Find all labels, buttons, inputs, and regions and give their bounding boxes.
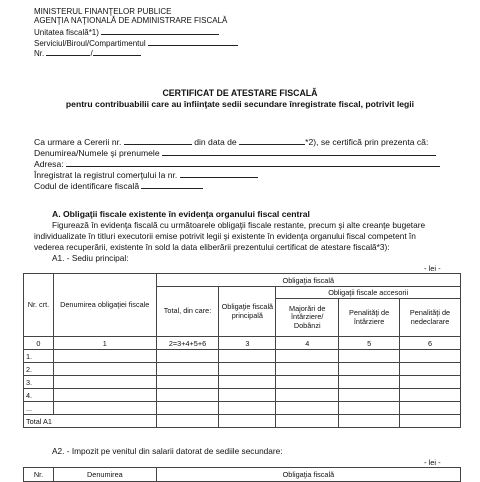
section-a-paragraph-line2: individualizate în titluri executorii emise potrivit legii şi existente în evidenţa organului fiscal competent în: [34, 231, 416, 241]
header-majorari: Majorări de întârziere/ Dobânzi: [276, 299, 339, 337]
address-field-line[interactable]: [66, 158, 440, 167]
row-number: 1.: [24, 350, 54, 363]
table-cell[interactable]: [53, 363, 156, 376]
total-label: Total A1: [24, 415, 157, 428]
registration-number-field: [34, 47, 141, 59]
header-obligatia-fiscala-a2: Obligaţia fiscală: [156, 468, 460, 482]
header-denumirea: Denumirea: [53, 468, 156, 482]
table-cell[interactable]: [156, 402, 219, 415]
header-obligatia-fiscala: Obligaţia fiscală: [156, 274, 460, 287]
header-nr-crt: Nr. crt.: [24, 274, 54, 337]
total-row: [24, 415, 461, 428]
fiscal-code-field-line[interactable]: [141, 180, 203, 189]
service-line[interactable]: [148, 37, 238, 46]
section-a-title: A. Obligaţii fiscale existente în evidenţa organului fiscal central: [52, 209, 310, 219]
nr-label: Nr.: [34, 49, 45, 58]
table-cell[interactable]: [156, 363, 219, 376]
currency-note-a1: - lei -: [424, 264, 441, 273]
table-cell[interactable]: [400, 350, 461, 363]
agency-name: AGENŢIA NAŢIONALĂ DE ADMINISTRARE FISCALĂ: [34, 16, 228, 25]
table-row: [24, 350, 461, 363]
fiscal-code-line: [34, 180, 203, 191]
index-cell: 6: [400, 337, 461, 350]
request-suffix: *2), se certifică prin prezenta că:: [305, 137, 429, 147]
table-cell[interactable]: [53, 389, 156, 402]
fiscal-code-label: Codul de identificare fiscală: [34, 181, 140, 191]
header-nr: Nr.: [24, 468, 54, 482]
index-cell: 2=3+4+5+6: [156, 337, 219, 350]
table-cell[interactable]: [156, 350, 219, 363]
table-row: [24, 376, 461, 389]
subsection-a1-label: A1. - Sediu principal:: [52, 253, 129, 263]
table-row: [24, 402, 461, 415]
table-cell[interactable]: [276, 376, 339, 389]
request-date-line[interactable]: [239, 136, 305, 145]
fiscal-unit-label: Unitatea fiscală*1): [34, 28, 99, 37]
table-cell[interactable]: [400, 415, 461, 428]
index-cell: 0: [24, 337, 54, 350]
registry-line: [34, 169, 258, 180]
table-row: [24, 389, 461, 402]
nr-separator: /: [90, 49, 93, 58]
row-number: 2.: [24, 363, 54, 376]
table-cell[interactable]: [219, 402, 276, 415]
table-cell[interactable]: [339, 363, 400, 376]
nr-line-2[interactable]: [93, 47, 141, 56]
table-cell[interactable]: [276, 350, 339, 363]
section-a-paragraph-line1: Figurează în evidenţa fiscală cu următoarele obligaţii fiscale restante, precum şi alte creanţe bugetare: [52, 220, 426, 230]
table-cell[interactable]: [156, 376, 219, 389]
name-label: Denumirea/Numele şi prenumele: [34, 148, 160, 158]
fiscal-unit-line[interactable]: [101, 26, 219, 35]
table-cell[interactable]: [53, 350, 156, 363]
table-cell[interactable]: [339, 402, 400, 415]
row-number: 4.: [24, 389, 54, 402]
document-title: CERTIFICAT DE ATESTARE FISCALĂ: [162, 88, 318, 98]
table-cell[interactable]: [276, 402, 339, 415]
request-prefix: Ca urmare a Cererii nr.: [34, 137, 122, 147]
address-line: [34, 158, 440, 169]
currency-note-a2: - lei -: [424, 458, 441, 467]
table-cell[interactable]: [219, 389, 276, 402]
row-number: 3.: [24, 376, 54, 389]
index-cell: 4: [276, 337, 339, 350]
nr-line-1[interactable]: [46, 47, 93, 58]
registry-label: Înregistrat la registrul comerţului la nr.: [34, 170, 178, 180]
table-cell[interactable]: [219, 376, 276, 389]
table-cell[interactable]: [400, 389, 461, 402]
document-subtitle: pentru contribuabilii care au înfiinţate sedii secundare înregistrate fiscal, potrivit legii: [65, 99, 415, 109]
header-accesorii: Obligaţii fiscale accesorii: [276, 287, 461, 299]
table-cell[interactable]: [400, 402, 461, 415]
index-row: [24, 337, 461, 350]
table-cell[interactable]: [339, 376, 400, 389]
request-number-line[interactable]: [124, 136, 192, 145]
table-cell[interactable]: [156, 415, 219, 428]
index-cell: 3: [219, 337, 276, 350]
table-cell[interactable]: [219, 363, 276, 376]
table-cell[interactable]: [339, 389, 400, 402]
name-field-line[interactable]: [162, 147, 436, 156]
table-cell[interactable]: [339, 350, 400, 363]
address-label: Adresa:: [34, 159, 64, 169]
table-a1: [23, 273, 461, 428]
table-cell[interactable]: [219, 415, 276, 428]
registry-field-line[interactable]: [180, 169, 258, 178]
fiscal-unit-field: [34, 26, 219, 38]
header-principala: Obligaţie fiscală principală: [219, 287, 276, 337]
service-label: Serviciul/Biroul/Compartimentul: [34, 39, 146, 48]
table-cell[interactable]: [156, 389, 219, 402]
table-cell[interactable]: [400, 363, 461, 376]
table-cell[interactable]: [53, 402, 156, 415]
header-total: Total, din care:: [156, 287, 219, 337]
index-cell: 5: [339, 337, 400, 350]
table-row: [24, 363, 461, 376]
table-cell[interactable]: [276, 389, 339, 402]
table-cell[interactable]: [276, 363, 339, 376]
table-cell[interactable]: [219, 350, 276, 363]
table-cell[interactable]: [276, 415, 339, 428]
header-penalitati-nedeclarare: Penalităţi de nedeclarare: [400, 299, 461, 337]
subsection-a2-label: A2. - Impozit pe venitul din salarii datorat de sediile secundare:: [52, 446, 283, 456]
table-cell[interactable]: [53, 376, 156, 389]
request-date-label: din data de: [194, 137, 237, 147]
name-line: [34, 147, 436, 158]
request-line: [34, 136, 428, 147]
table-cell[interactable]: [339, 415, 400, 428]
index-cell: 1: [53, 337, 156, 350]
ministry-name: MINISTERUL FINANŢELOR PUBLICE: [34, 7, 172, 16]
header-denumire: Denumirea obligaţiei fiscale: [53, 274, 156, 337]
row-number: ...: [24, 402, 54, 415]
section-a-paragraph-line3: vederea recuperării, existente în sold la data eliberării prezentului certificat de atestare fiscală*3):: [34, 242, 390, 252]
header-penalitati-intarziere: Penalităţi de întârziere: [339, 299, 400, 337]
table-cell[interactable]: [400, 376, 461, 389]
